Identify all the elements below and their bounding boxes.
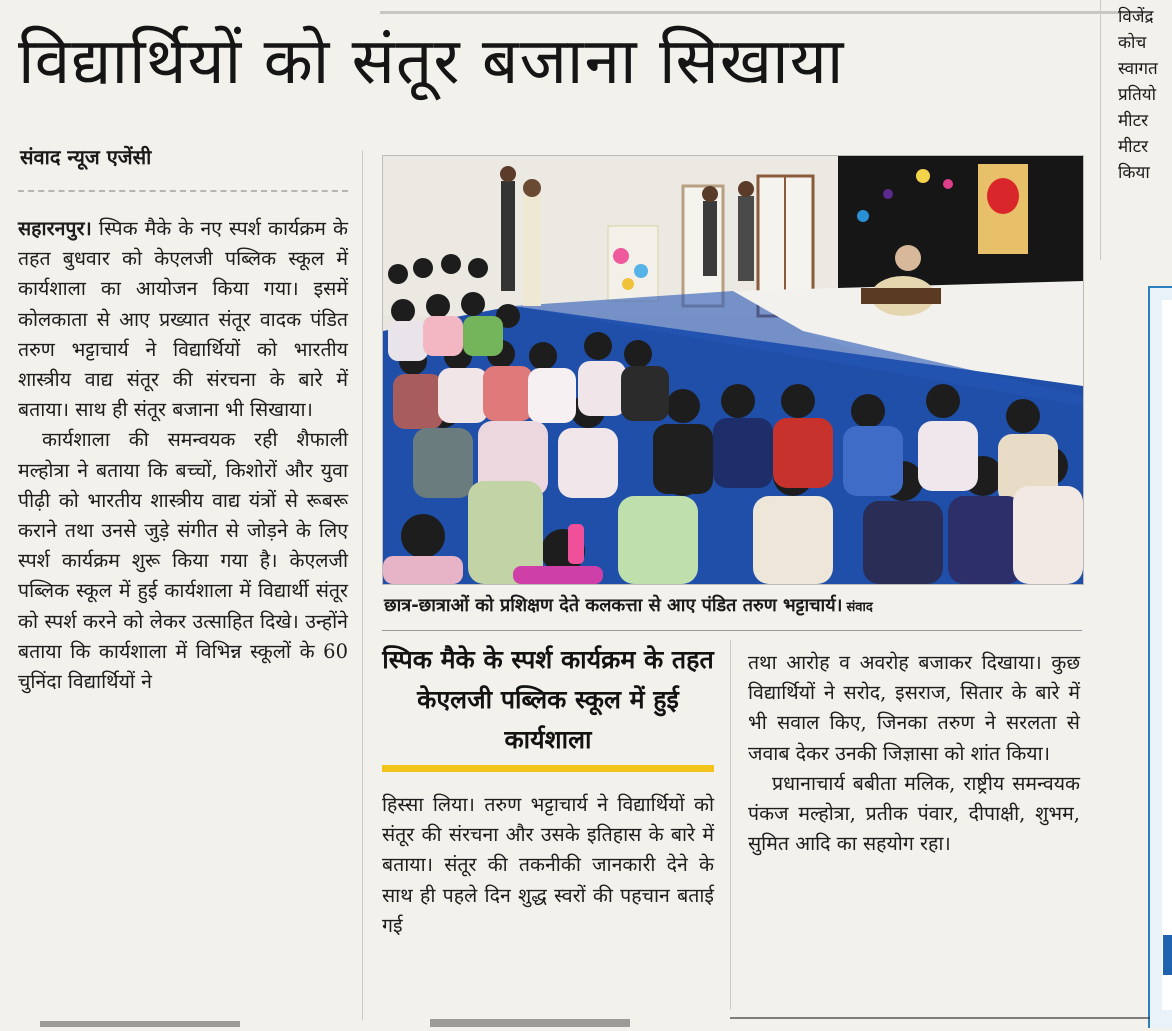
subhead-accent-bar	[382, 765, 714, 772]
col1-paragraph-2: कार्यशाला की समन्वयक रही शैफाली मल्होत्रा ने बताया कि बच्चों, किशोरों और युवा पीढ़ी को भारतीय शास्त्रीय वाद्य यंत्रों से रूबरू कराने तथा उनसे जुड़े संगीत से जोड़ने के लिए स्पर्श कार्यक्रम शुरू किया गया है। केएलजी पब्लिक स्कूल में हुई कार्यशाला में विद्यार्थी संतूर को स्पर्श करने को लेकर उत्साहित दिखे। उन्होंने बताया कि कार्यशाला में विभिन्न स्कूलों के 60 चुनिंदा विद्यार्थियों ने	[18, 428, 348, 694]
subheadline: स्पिक मैके के स्पर्श कार्यक्रम के तहत केएलजी पब्लिक स्कूल में हुई कार्यशाला	[382, 645, 714, 754]
col1-paragraph-1: स्पिक मैके के नए स्पर्श कार्यक्रम के तहत बुधवार को केएलजी पब्लिक स्कूल में कार्यशाला का आयोजन किया गया। इसमें कोलकाता से आए प्रख्यात संतूर वादक पंडित तरुण भट्टाचार्य ने विद्यार्थियों को भारतीय शास्त्रीय वाद्य संतूर की संरचना के बारे में बताया। साथ ही संतूर बजाना भी सिखाया।	[18, 217, 348, 422]
col3-paragraph-1: तथा आरोह व अवरोह बजाकर दिखाया। कुछ विद्यार्थियों ने सरोद, इसराज, सितार के बारे में भी सवाल किए, जिनका तरुण ने सरलता से जवाब देकर उनकी जिज्ञासा को शांत किया।	[748, 651, 1080, 765]
column-separator	[362, 150, 363, 1020]
clipped-top-text	[380, 0, 1150, 4]
col2-paragraph-1: हिस्सा लिया। तरुण भट्टाचार्य ने विद्यार्थियों को संतूर की संरचना और उसके इतिहास के बारे में बताया। संतूर की तकनीकी जानकारी देने के साथ ही पहले दिन शुद्ध स्वरों की पहचान बताई गई	[382, 793, 714, 937]
workshop-photo	[382, 155, 1084, 585]
right-strip-line: विजेंद्र	[1118, 7, 1154, 27]
right-strip-line: किया	[1118, 163, 1150, 183]
caption-credit: संवाद	[846, 600, 873, 615]
clipped-bottom-text	[0, 1012, 1172, 1024]
right-strip-line: मीटर	[1118, 137, 1149, 157]
right-strip-line: मीटर	[1118, 111, 1149, 131]
right-strip-line: स्वागत	[1118, 59, 1158, 79]
column-2	[382, 790, 714, 941]
column-1	[18, 214, 348, 697]
byline: संवाद न्यूज एजेंसी	[20, 145, 152, 169]
photo-caption	[384, 592, 1084, 622]
byline-rule	[18, 190, 348, 192]
headline: विद्यार्थियों को संतूर बजाना सिखाया	[18, 25, 845, 99]
column-3	[748, 648, 1080, 859]
right-strip-line: कोच	[1118, 33, 1147, 53]
right-strip-separator	[1100, 0, 1101, 260]
right-strip-line: प्रतियो	[1118, 85, 1157, 105]
caption-rule	[382, 630, 1082, 631]
caption-text: छात्र-छात्राओं को प्रशिक्षण देते कलकत्ता से आए पंडित तरुण भट्टाचार्य।	[384, 595, 843, 616]
column-separator-2	[730, 640, 731, 1010]
right-strip-text	[1118, 4, 1172, 186]
dateline: सहारनपुर।	[18, 217, 92, 240]
adjacent-ad-inner	[1162, 300, 1172, 1010]
adjacent-ad-mark	[1163, 935, 1172, 975]
col3-paragraph-2: प्रधानाचार्य बबीता मलिक, राष्ट्रीय समन्वयक पंकज मल्होत्रा, प्रतीक पंवार, दीपाक्षी, शुभम, सुमित आदि का सहयोग रहा।	[748, 771, 1080, 856]
